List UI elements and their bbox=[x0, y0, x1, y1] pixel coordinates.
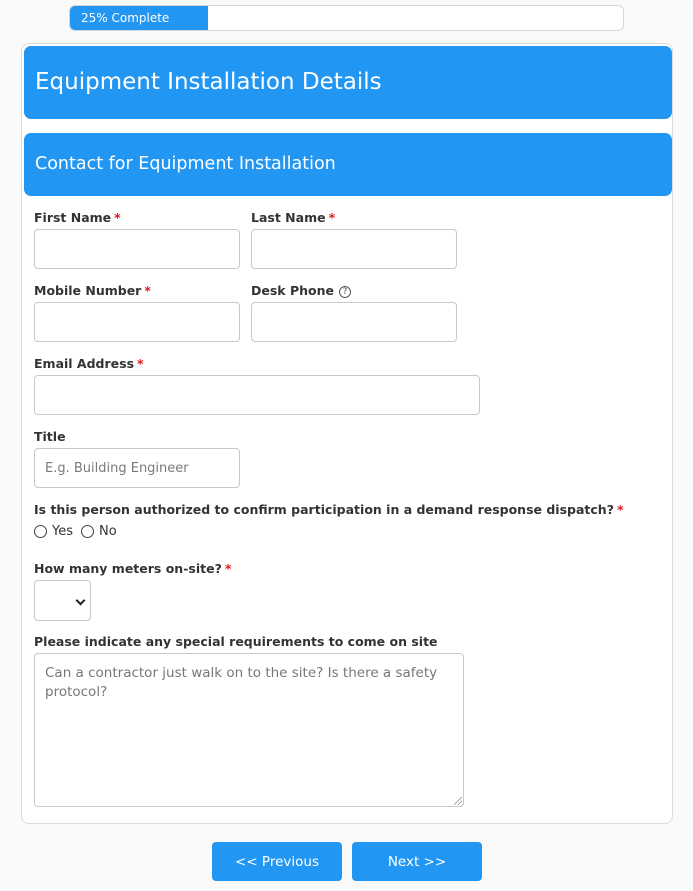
required-mark: * bbox=[144, 283, 151, 298]
page-title: Equipment Installation Details bbox=[24, 46, 672, 119]
special-requirements-wrapper bbox=[34, 653, 464, 807]
radio-circle-icon[interactable] bbox=[34, 525, 47, 538]
required-mark: * bbox=[616, 502, 624, 517]
help-circle-icon[interactable]: ? bbox=[339, 286, 351, 298]
radio-yes[interactable]: Yes bbox=[34, 524, 73, 539]
radio-circle-icon[interactable] bbox=[81, 525, 94, 538]
authorized-question-label: Is this person authorized to confirm participation in a demand response dispatch? * bbox=[34, 502, 624, 517]
title-label: Title bbox=[34, 429, 66, 444]
progress-label: 25% Complete bbox=[81, 11, 170, 25]
required-mark: * bbox=[114, 210, 121, 225]
required-mark: * bbox=[137, 356, 144, 371]
special-requirements-label: Please indicate any special requirements to come on site bbox=[34, 634, 438, 649]
required-mark: * bbox=[224, 561, 232, 576]
meters-select[interactable] bbox=[34, 580, 91, 621]
authorized-radio-group bbox=[34, 524, 125, 539]
mobile-number-label: Mobile Number * bbox=[34, 283, 151, 298]
form-card bbox=[21, 43, 673, 824]
email-input[interactable] bbox=[34, 375, 480, 415]
next-button[interactable]: Next >> bbox=[352, 842, 482, 881]
required-mark: * bbox=[328, 210, 336, 225]
progress-bar bbox=[69, 5, 624, 31]
first-name-label: First Name * bbox=[34, 210, 121, 225]
special-requirements-textarea[interactable] bbox=[34, 653, 464, 807]
progress-fill bbox=[70, 6, 208, 30]
desk-phone-input[interactable] bbox=[251, 302, 457, 342]
resize-handle-icon[interactable] bbox=[454, 797, 462, 805]
title-input[interactable] bbox=[34, 448, 240, 488]
last-name-label: Last Name * bbox=[251, 210, 336, 225]
chevron-down-icon bbox=[76, 596, 86, 606]
email-label: Email Address * bbox=[34, 356, 144, 371]
last-name-input[interactable] bbox=[251, 229, 457, 269]
mobile-number-input[interactable] bbox=[34, 302, 240, 342]
first-name-input[interactable] bbox=[34, 229, 240, 269]
desk-phone-label: Desk Phone ? bbox=[251, 283, 351, 298]
section-title: Contact for Equipment Installation bbox=[24, 133, 672, 196]
radio-no[interactable]: No bbox=[81, 524, 117, 539]
meters-label: How many meters on-site? * bbox=[34, 561, 232, 576]
previous-button[interactable]: << Previous bbox=[212, 842, 342, 881]
